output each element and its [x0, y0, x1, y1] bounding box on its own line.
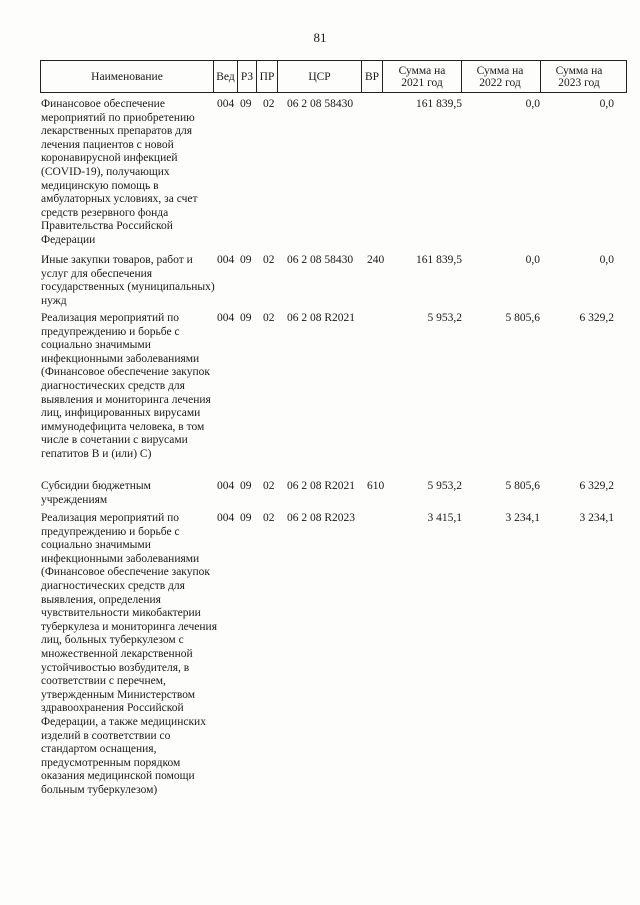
page-number: 81 — [313, 30, 327, 45]
row-ved: 004 — [217, 98, 235, 110]
row-name: Финансовое обеспечение мероприятий по приобретению лекарственных препаратов для лечения пациентов с новой коронавирусной инфекцией (COVID-19), получающих медицинскую помощь в амбулаторных условиях, за счет средств резервного фонда Правительства Российской Федерации — [41, 98, 198, 246]
row-ved: 004 — [217, 512, 235, 524]
header-sum-2022: Сумма на 2022 год — [476, 64, 524, 89]
row-sum-2021: 3 415,1 — [427, 512, 462, 524]
header-name: Наименование — [91, 70, 163, 83]
row-sum-2023: 6 329,2 — [579, 480, 614, 492]
row-rz: 09 — [240, 512, 252, 524]
row-csr: 06 2 08 R2023 — [287, 512, 356, 524]
row-csr: 06 2 08 R2021 — [287, 312, 356, 324]
row-name: Реализация мероприятий по предупреждению и борьбе с социально значимыми инфекционными заболеваниями (Финансовое обеспечение закупок диагностических средств для выявления и мониторинга лечения лиц, инфицированных вирусами иммунодефицита человека, в том числе в сочетании с вирусами гепатитов В и (или) С) — [41, 312, 211, 460]
header-pr: ПР — [259, 70, 275, 83]
row-rz: 09 — [240, 98, 252, 110]
row-vr: 240 — [367, 254, 385, 266]
row-sum-2022: 5 805,6 — [505, 312, 540, 324]
row-sum-2021: 5 953,2 — [427, 480, 462, 492]
row-sum-2022: 0,0 — [525, 98, 540, 110]
header-rz: РЗ — [240, 70, 254, 83]
row-sum-2023: 6 329,2 — [579, 312, 614, 324]
row-pr: 02 — [263, 98, 275, 110]
row-sum-2022: 3 234,1 — [505, 512, 540, 524]
row-rz: 09 — [240, 254, 252, 266]
row-csr: 06 2 08 58430 — [287, 254, 354, 266]
row-pr: 02 — [263, 512, 275, 524]
row-pr: 02 — [263, 254, 275, 266]
header-sum-2023: Сумма на 2023 год — [555, 64, 603, 89]
row-sum-2023: 3 234,1 — [579, 512, 614, 524]
header-vr: ВР — [364, 70, 380, 83]
row-ved: 004 — [217, 254, 235, 266]
header-sum-2021: Сумма на 2021 год — [398, 64, 446, 89]
row-ved: 004 — [217, 480, 235, 492]
row-name: Субсидии бюджетным учреждениям — [41, 480, 151, 506]
row-pr: 02 — [263, 312, 275, 324]
row-csr: 06 2 08 R2021 — [287, 480, 356, 492]
row-name: Иные закупки товаров, работ и услуг для обеспечения государственных (муниципальных) нужд — [41, 254, 215, 307]
row-sum-2021: 161 839,5 — [416, 254, 462, 266]
row-sum-2022: 0,0 — [525, 254, 540, 266]
row-name: Реализация мероприятий по предупреждению и борьбе с социально значимыми инфекционными заболеваниями (Финансовое обеспечение закупок диагностических средств для выявления, определения чувствительности микобактерии туберкулеза и мониторинга лечения лиц, больных туберкулезом с множественной лекарственной устойчивостью возбудителя, в соответствии с перечнем, утвержденным Министерством здравоохранения Российской Федерации, а также медицинских изделий в соответствии со стандартом оснащения, предусмотренным порядком оказания медицинской помощи больным туберкулезом) — [41, 512, 217, 796]
row-rz: 09 — [240, 480, 252, 492]
row-sum-2021: 5 953,2 — [427, 312, 462, 324]
row-rz: 09 — [240, 312, 252, 324]
row-ved: 004 — [217, 312, 235, 324]
row-csr: 06 2 08 58430 — [287, 98, 354, 110]
row-vr: 610 — [367, 480, 385, 492]
header-csr: ЦСР — [308, 70, 331, 83]
header-ved: Вед — [216, 70, 235, 83]
row-sum-2023: 0,0 — [599, 98, 614, 110]
row-sum-2022: 5 805,6 — [505, 480, 540, 492]
row-pr: 02 — [263, 480, 275, 492]
row-sum-2023: 0,0 — [599, 254, 614, 266]
row-sum-2021: 161 839,5 — [416, 98, 462, 110]
